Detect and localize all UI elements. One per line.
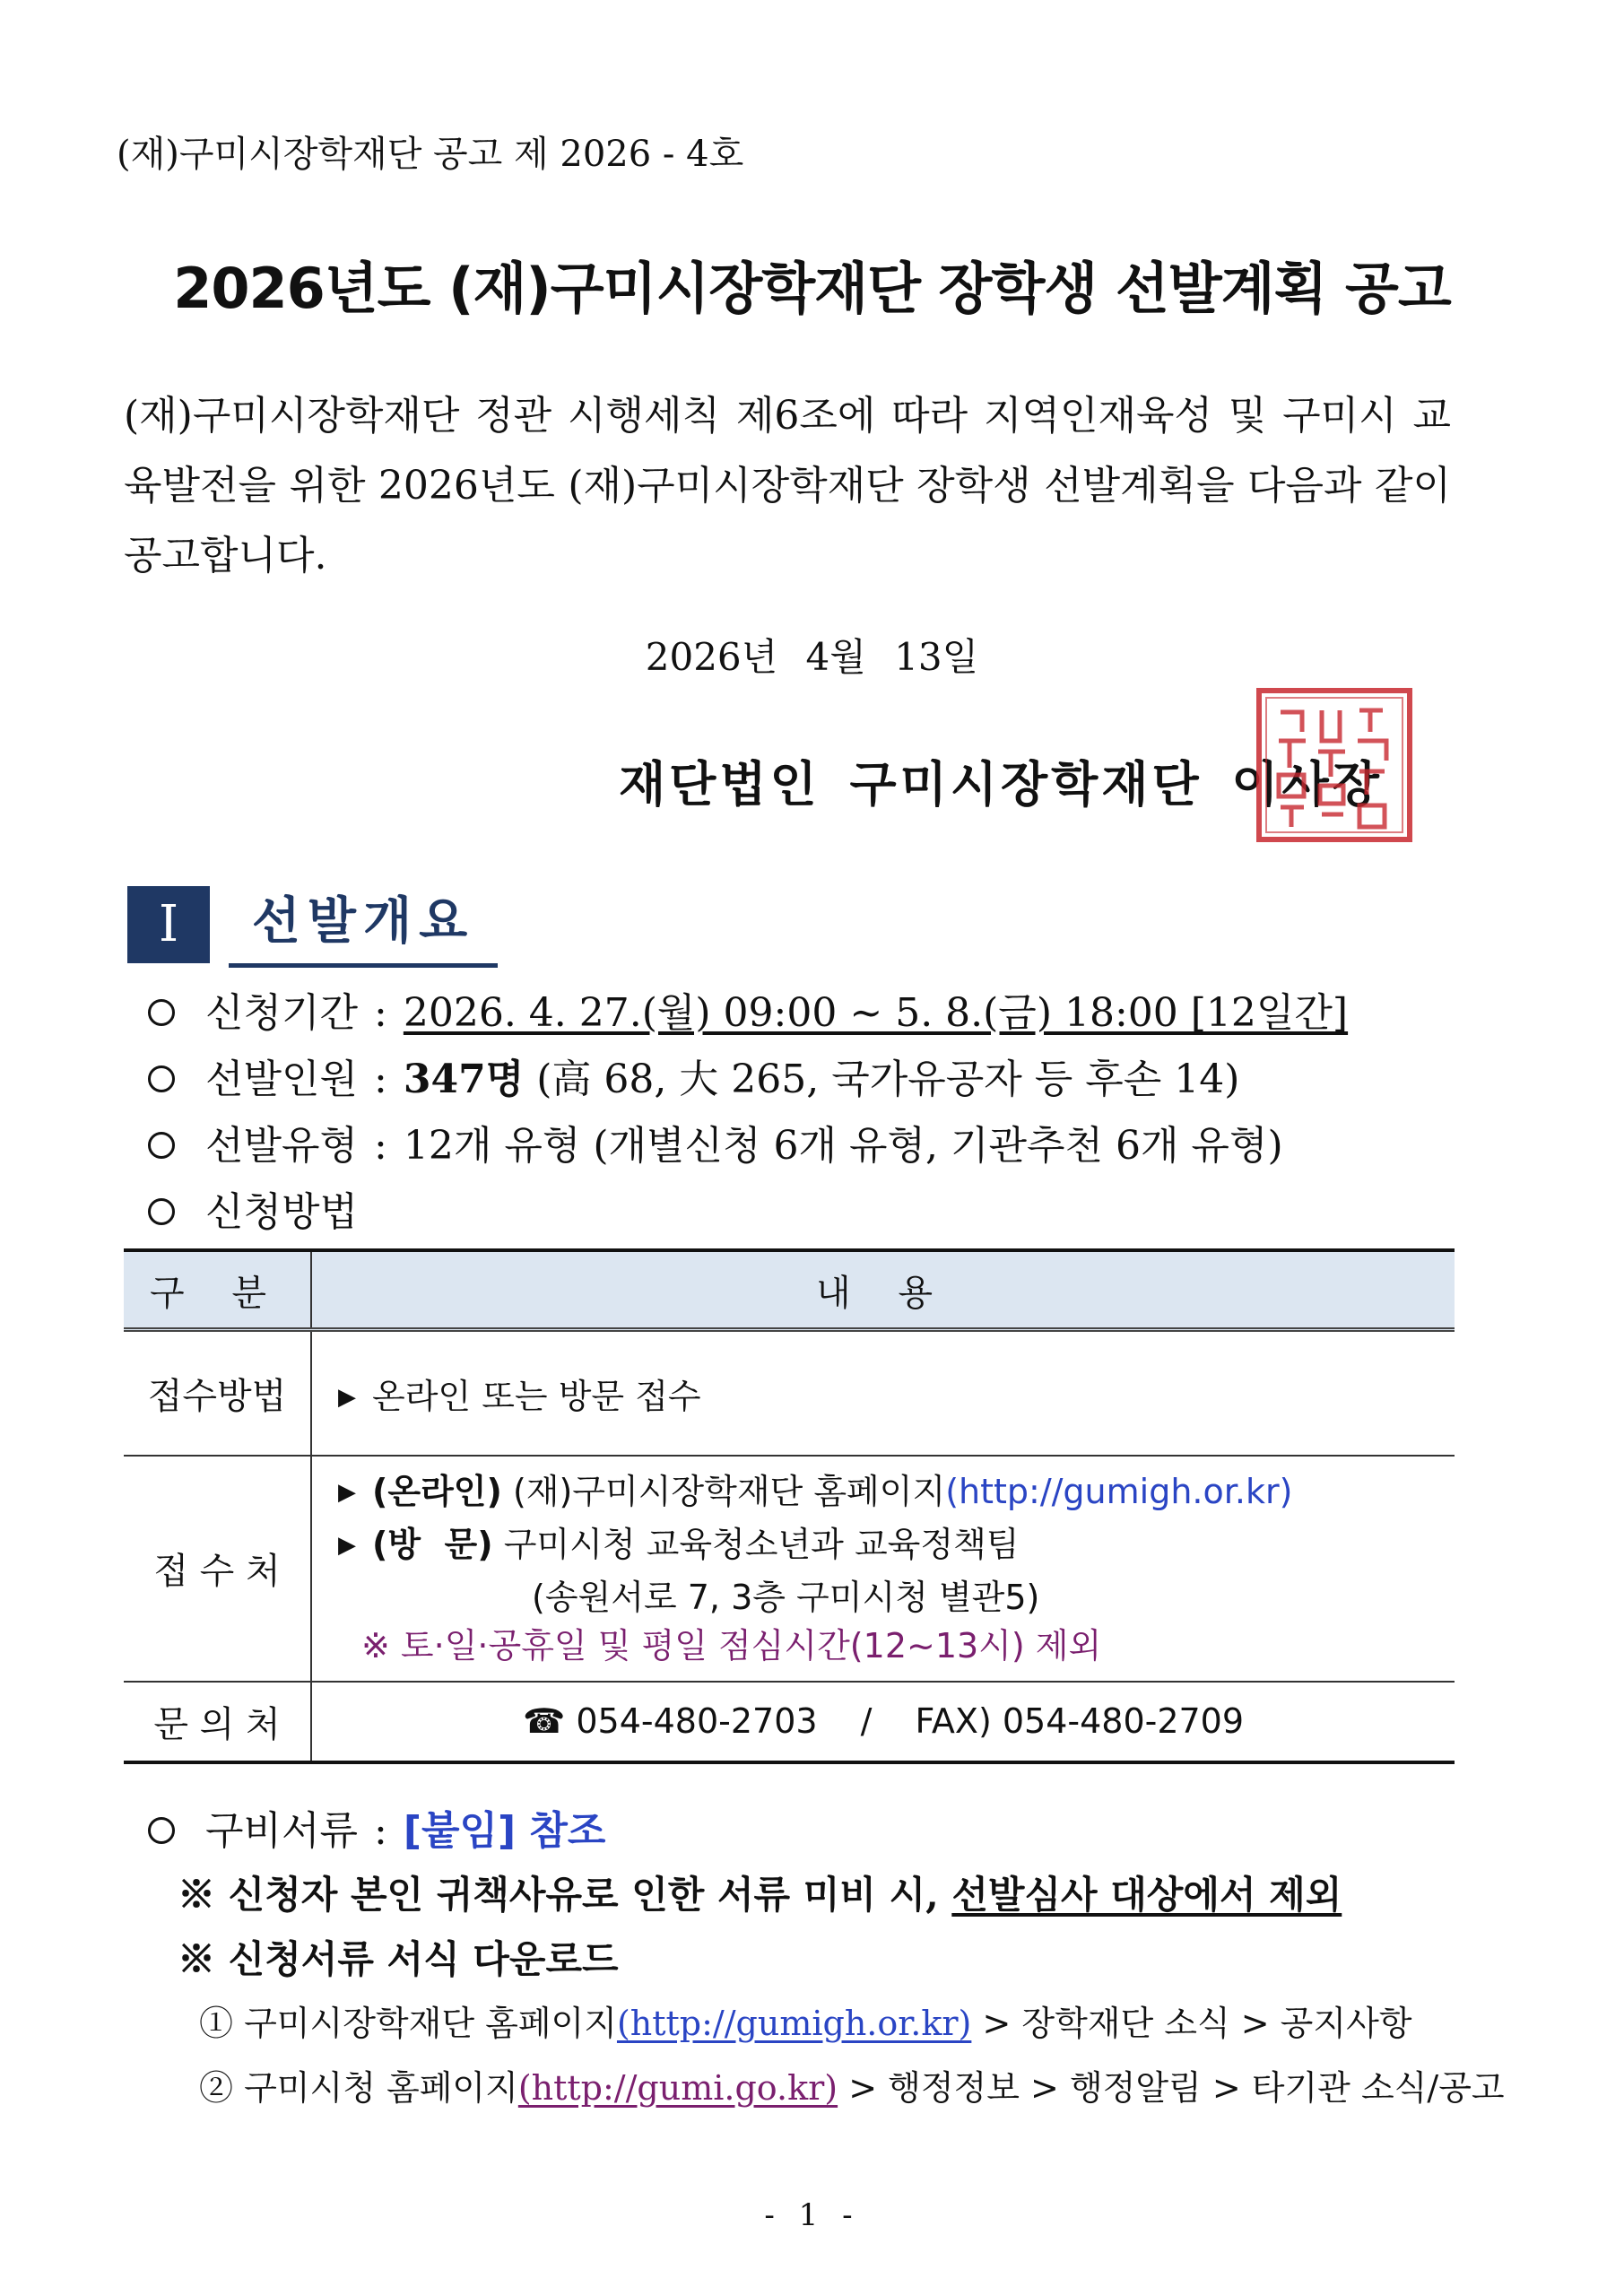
visit-address: (송원서로 7, 3층 구미시청 별관5) xyxy=(532,1577,1040,1617)
apply-period-value: 2026. 4. 27.(월) 09:00 ~ 5. 8.(금) 18:00 [12일간] xyxy=(403,990,1349,1036)
download-2-text: ② 구미시청 홈페이지 xyxy=(199,2068,518,2108)
documents-label: 구비서류 xyxy=(205,1808,359,1854)
circle-bullet-icon xyxy=(148,1198,175,1225)
circle-bullet-icon xyxy=(148,999,175,1026)
apply-method-table xyxy=(124,1248,1455,1764)
warning-text: ※ 신청자 본인 귀책사유로 인한 서류 미비 시, xyxy=(178,1873,952,1917)
page-number: - 1 - xyxy=(764,2197,860,2233)
circle-bullet-icon xyxy=(148,1065,175,1092)
intro-paragraph: (재)구미시장학재단 정관 시행세칙 제6조에 따라 지역인재육성 및 구미시 교육발전을 위한 2026년도 (재)구미시장학재단 장학생 선발계획을 다음과 같이 공고합니다. xyxy=(124,393,1451,578)
apply-period-line: 신청기간 : 2026. 4. 27.(월) 09:00 ~ 5. 8.(금) 18:00 [12일간] xyxy=(148,980,1348,1038)
apply-method-label: 신청방법 xyxy=(205,1189,359,1235)
triangle-bullet-icon: ▶ xyxy=(338,1531,356,1559)
download-item-2 xyxy=(199,2060,1505,2109)
notice-number: (재)구미시장학재단 공고 제 2026 - 4호 xyxy=(117,134,744,175)
documents-warning xyxy=(178,1866,1342,1919)
row-content-method xyxy=(311,1330,1455,1456)
download-1-text: ① 구미시장학재단 홈페이지 xyxy=(199,2004,617,2043)
selection-count-line: 선발인원 : 347명 (高 68, 大 265, 국가유공자 등 후손 14) xyxy=(148,1047,1239,1104)
online-label: (온라인) xyxy=(372,1471,502,1511)
contact-fax: FAX) 054-480-2709 xyxy=(915,1701,1245,1741)
table-header-category: 구 분 xyxy=(124,1250,311,1330)
selection-count-total: 347명 xyxy=(403,1057,525,1102)
contact-phone: ☎ 054-480-2703 xyxy=(522,1701,818,1741)
selection-type-label: 선발유형 xyxy=(205,1123,359,1169)
download-2-path: > 행정정보 > 행정알림 > 타기관 소식/공고 xyxy=(838,2068,1505,2108)
row-category-method: 접수방법 xyxy=(124,1330,311,1456)
document-title: 2026년도 (재)구미시장학재단 장학생 선발계획 공고 xyxy=(173,256,1451,321)
section-number: Ⅰ xyxy=(127,886,210,963)
online-text: (재)구미시장학재단 홈페이지 xyxy=(512,1471,946,1511)
place-note: ※ 토·일·공휴일 및 평일 점심시간(12~13시) 제외 xyxy=(361,1625,1102,1665)
apply-method-line xyxy=(148,1179,358,1237)
table-header-row xyxy=(124,1250,1455,1330)
download-1-link[interactable]: (http://gumigh.or.kr) xyxy=(616,2004,972,2043)
row-category-contact: 문 의 처 xyxy=(124,1682,311,1762)
issuer-name: 재단법인 구미시장학재단 이사장 xyxy=(619,756,1383,813)
table-row xyxy=(124,1682,1455,1762)
download-1-path: > 장학재단 소식 > 공지사항 xyxy=(971,2004,1412,2043)
table-row xyxy=(124,1330,1455,1456)
contact-separator: / xyxy=(860,1701,873,1741)
row-category-place: 접 수 처 xyxy=(124,1456,311,1682)
circle-bullet-icon xyxy=(148,1132,175,1159)
row-content-contact xyxy=(311,1682,1455,1762)
documents-ref: [붙임] 참조 xyxy=(403,1808,606,1854)
triangle-bullet-icon: ▶ xyxy=(338,1383,356,1411)
documents-line: 구비서류 : [붙임] 참조 xyxy=(148,1798,605,1856)
download-2-link[interactable]: (http://gumi.go.kr) xyxy=(517,2068,838,2108)
triangle-bullet-icon: ▶ xyxy=(338,1478,356,1506)
download-title: ※ 신청서류 서식 다운로드 xyxy=(178,1937,619,1981)
notice-date: 2026년 4월 13일 xyxy=(645,635,979,679)
section-title: 선발개요 xyxy=(229,881,498,968)
selection-count-breakdown: (高 68, 大 265, 국가유공자 등 후손 14) xyxy=(524,1057,1240,1102)
table-header-content: 내 용 xyxy=(311,1250,1455,1330)
download-item-1 xyxy=(199,1996,1412,2045)
official-seal xyxy=(1254,685,1415,845)
apply-period-label: 신청기간 xyxy=(205,990,359,1036)
selection-type-line: 선발유형 : 12개 유형 (개별신청 6개 유형, 기관추천 6개 유형) xyxy=(148,1113,1283,1170)
visit-label: (방 문) xyxy=(372,1524,493,1564)
selection-count-label: 선발인원 xyxy=(205,1057,359,1102)
visit-text: 구미시청 교육청소년과 교육정책팀 xyxy=(503,1524,1020,1564)
table-row xyxy=(124,1456,1455,1682)
circle-bullet-icon xyxy=(148,1817,175,1844)
selection-type-value: 12개 유형 (개별신청 6개 유형, 기관추천 6개 유형) xyxy=(403,1123,1283,1169)
method-text: 온라인 또는 방문 접수 xyxy=(372,1376,701,1416)
row-content-place xyxy=(311,1456,1455,1682)
online-link[interactable]: (http://gumigh.or.kr) xyxy=(945,1471,1293,1511)
warning-underlined: 선발심사 대상에서 제외 xyxy=(951,1873,1342,1917)
